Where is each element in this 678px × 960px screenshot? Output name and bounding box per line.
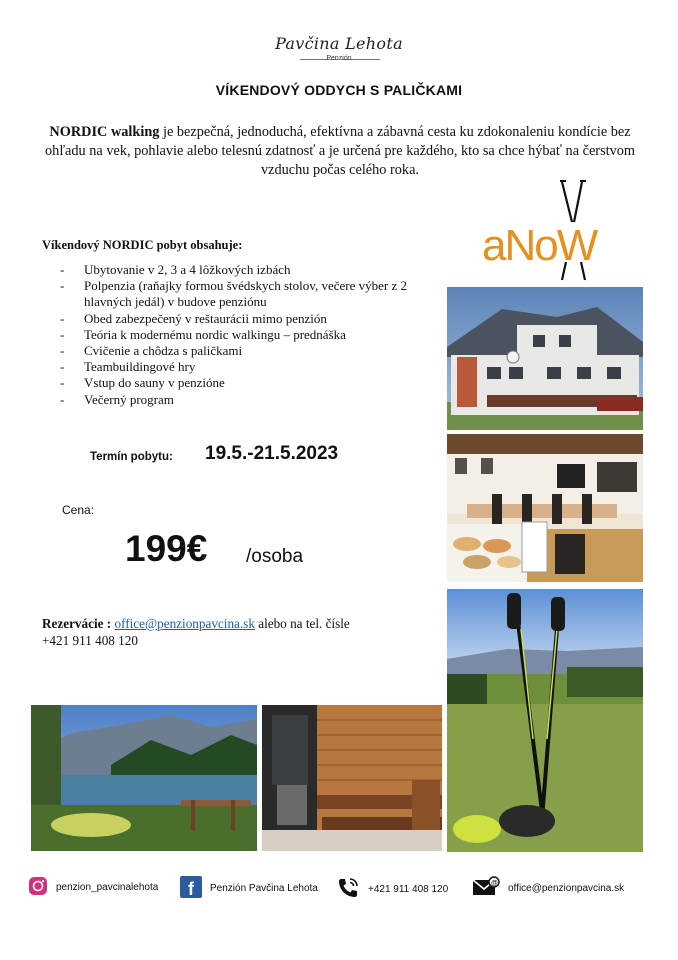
price-value: 199€ (125, 528, 208, 569)
footer (0, 868, 678, 908)
instagram-icon (28, 876, 48, 899)
page-title: VÍKENDOVÝ ODDYCH S PALIČKAMI (215, 82, 463, 98)
email-address: office@penzionpavcina.sk (508, 883, 625, 894)
reservation-middle: alebo na tel. čísle (254, 616, 350, 631)
reservation-text (42, 615, 422, 649)
list-item: - Obed zabezpečený v reštaurácii mimo penzión (60, 311, 424, 327)
svg-text:f: f (188, 879, 194, 898)
reservation-label: Rezervácie : (42, 616, 112, 631)
term-value: 19.5.-21.5.2023 (205, 443, 339, 464)
package-list (60, 262, 424, 408)
instagram-handle: penzion_pavcinalehota (56, 882, 159, 893)
house-photo (447, 287, 643, 430)
lake-photo (31, 705, 257, 851)
anow-text: aNoW (482, 221, 597, 270)
footer-email[interactable] (472, 876, 624, 901)
list-item: - Teambuildingové hry (60, 359, 424, 375)
footer-instagram[interactable] (28, 876, 158, 899)
term-label: Termín pobytu: (90, 451, 173, 463)
list-item: - Cvičenie a chôdza s paličkami (60, 343, 424, 359)
poles-photo (447, 589, 643, 852)
list-item: - Polpenzia (raňajky formou švédskych stolov, večere výber z 2 hlavných jedál) v budove penziónu (60, 278, 424, 310)
intro-bold: NORDIC walking (49, 124, 160, 140)
list-item: - Ubytovanie v 2, 3 a 4 lôžkových izbách (60, 262, 424, 278)
phone-number: +421 911 408 120 (368, 884, 449, 895)
facebook-icon (180, 876, 202, 901)
email-icon (472, 876, 500, 901)
reservation-phone: +421 911 408 120 (42, 633, 138, 648)
anow-logo (478, 178, 608, 286)
list-item: - Teória k modernému nordic walkingu – prednáška (60, 327, 424, 343)
footer-facebook[interactable] (180, 876, 318, 901)
sauna-photo (262, 705, 442, 851)
logo-title: Pavčina Lehota (275, 34, 403, 53)
price-unit: /osoba (246, 546, 304, 567)
phone-icon (336, 876, 360, 903)
restaurant-photo (447, 434, 643, 582)
intro-paragraph (40, 123, 640, 180)
footer-phone[interactable] (336, 876, 448, 903)
svg-text:@: @ (491, 880, 498, 887)
list-item: - Vstup do sauny v penzióne (60, 375, 424, 391)
package-heading: Víkendový NORDIC pobyt obsahuje: (42, 238, 243, 252)
list-item: - Večerný program (60, 392, 424, 408)
price-label: Cena: (62, 503, 95, 517)
intro-text: je bezpečná, jednoduchá, efektívna a zábavná cesta ku zdokonaleniu kondície bez ohľadu na vek, pohlavie alebo telesnú zdatnosť a je určená pre každého, kto sa chce hýbať na čerstvom vzduchu počas celého roka. (44, 124, 636, 178)
facebook-name: Penzión Pavčina Lehota (210, 883, 318, 894)
logo-subtitle: Penzión (326, 55, 352, 62)
reservation-email-link[interactable]: office@penzionpavcina.sk (114, 616, 255, 631)
